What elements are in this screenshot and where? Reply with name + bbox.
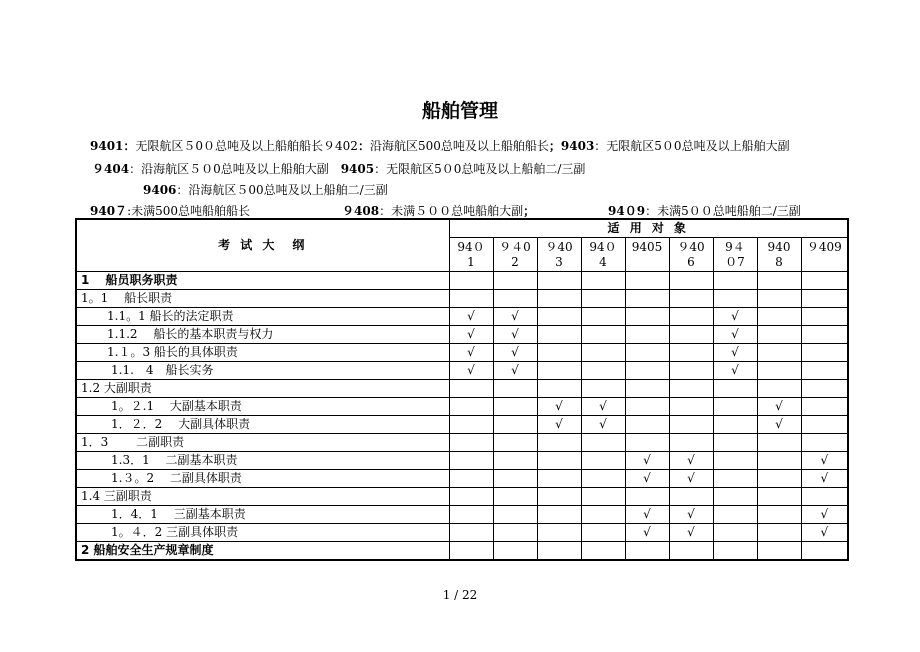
check-mark-icon: √ (643, 507, 651, 521)
column-header-top: ９４0 (499, 239, 531, 254)
applicability-cell (449, 290, 493, 308)
applicability-cell (625, 326, 669, 344)
check-mark-icon: √ (820, 507, 829, 521)
applicability-cell (625, 470, 669, 488)
desc-9401: 无限航区５0０总吨及以上船舶船长９402 (135, 139, 358, 153)
intro-line-2 (92, 160, 585, 177)
check-mark-icon: √ (687, 507, 695, 521)
column-header-top: 940 (767, 239, 791, 254)
check-mark-icon: √ (511, 345, 519, 359)
desc-9408: ：未满５００总吨船舶大副 (379, 204, 524, 218)
applicability-cell (625, 308, 669, 326)
applicability-cell (493, 488, 537, 506)
code-9401: 9401： (90, 139, 136, 153)
applicability-cell (757, 470, 801, 488)
applicability-cell (713, 344, 757, 362)
column-header (449, 238, 493, 272)
applicability-cell (801, 308, 848, 326)
column-header-bottom (626, 255, 669, 270)
applicability-cell (801, 470, 848, 488)
applicability-cell (625, 542, 669, 561)
check-mark-icon: √ (687, 453, 695, 467)
applicability-cell (493, 434, 537, 452)
applicability-cell (581, 308, 625, 326)
applicability-cell (801, 290, 848, 308)
check-mark-icon: √ (643, 471, 651, 485)
column-header-top: 9４ (725, 239, 745, 254)
applicability-cell (581, 488, 625, 506)
applicability-cell (449, 398, 493, 416)
table-row (76, 434, 848, 452)
applicability-cell (757, 416, 801, 434)
applicability-cell (581, 398, 625, 416)
intro-line-1 (90, 137, 790, 154)
applicability-cell (801, 380, 848, 398)
applicability-cell (669, 344, 713, 362)
check-mark-icon: √ (820, 471, 829, 485)
check-mark-icon: √ (467, 345, 475, 359)
applicability-cell (713, 290, 757, 308)
applicability-cell (581, 524, 625, 542)
desc-9405: ：无限航区5０0总吨及以上船舶二/三副 (374, 162, 586, 176)
intro-line-4c (608, 202, 801, 219)
code-9406: 9406 (143, 183, 177, 197)
column-header-bottom: ０7 (725, 254, 745, 269)
document-title: 船舶管理 (421, 100, 498, 122)
table-row (76, 362, 848, 380)
applicability-cell (537, 470, 581, 488)
applicability-cell (537, 344, 581, 362)
applicability-cell (493, 398, 537, 416)
code-9404: ９404 (92, 162, 130, 176)
applicability-cell (757, 542, 801, 561)
check-mark-icon: √ (820, 525, 829, 539)
applicability-cell (713, 434, 757, 452)
intro-line-4a (90, 202, 250, 219)
column-header-bottom: 3 (555, 254, 563, 269)
applicability-cell (537, 416, 581, 434)
applicability-cell (581, 542, 625, 561)
syllabus-item-label: 1.1. 4 船长实务 (76, 362, 449, 380)
check-mark-icon: √ (731, 309, 739, 323)
column-header (669, 238, 713, 272)
table-row (76, 290, 848, 308)
desc-9403: ：无限航区5０0总吨及以上船舶大副 (594, 139, 790, 153)
applicability-cell (493, 380, 537, 398)
code-9409: 94０9 (608, 204, 646, 218)
applicability-cell (801, 488, 848, 506)
applicability-cell (493, 272, 537, 290)
applicability-cell (493, 452, 537, 470)
applicability-cell (757, 452, 801, 470)
applicability-cell (449, 308, 493, 326)
applicability-cell (757, 398, 801, 416)
applicability-cell (537, 326, 581, 344)
applicability-cell (537, 380, 581, 398)
table-row (76, 452, 848, 470)
applicability-cell (713, 380, 757, 398)
applicability-cell (669, 506, 713, 524)
column-header-top: ９40 (677, 239, 705, 254)
applicability-cell (449, 434, 493, 452)
intro-line-4b (342, 202, 535, 219)
applicability-cell (449, 542, 493, 561)
applicability-cell (581, 380, 625, 398)
applicability-cell (757, 524, 801, 542)
applicability-cell (625, 524, 669, 542)
check-mark-icon: √ (511, 363, 519, 377)
table-row (76, 326, 848, 344)
applicability-cell (537, 488, 581, 506)
applicability-cell (669, 272, 713, 290)
applicability-cell (625, 398, 669, 416)
applicability-cell (537, 272, 581, 290)
check-mark-icon: √ (775, 417, 783, 431)
applicability-cell (757, 344, 801, 362)
applicability-cell (493, 524, 537, 542)
applicability-cell (493, 290, 537, 308)
applicability-cell (757, 290, 801, 308)
applicability-cell (625, 488, 669, 506)
applicability-cell (581, 470, 625, 488)
applicability-cell (625, 362, 669, 380)
check-mark-icon: √ (731, 327, 739, 341)
table-row (76, 380, 848, 398)
code-9408: ９408 (342, 204, 380, 218)
applicability-cell (757, 506, 801, 524)
applicability-cell (757, 272, 801, 290)
check-mark-icon: √ (643, 525, 651, 539)
applicability-cell (581, 344, 625, 362)
intro-line-3 (143, 181, 388, 198)
applicability-cell (537, 542, 581, 561)
applicability-cell (449, 326, 493, 344)
column-header-bottom: 4 (599, 254, 607, 269)
table-row (76, 506, 848, 524)
applicability-cell (449, 488, 493, 506)
column-header (713, 238, 757, 272)
code-9405: 9405 (340, 162, 375, 176)
applicability-cell (625, 344, 669, 362)
applicability-cell (669, 524, 713, 542)
column-header (625, 238, 669, 272)
desc-9407: :未满500总吨船舶船长 (127, 204, 251, 218)
table-row (76, 488, 848, 506)
syllabus-table (75, 218, 849, 561)
column-header (581, 238, 625, 272)
syllabus-item-label: 1．3 二副职责 (76, 434, 449, 452)
applicability-cell (757, 488, 801, 506)
applicability-cell (801, 524, 848, 542)
check-mark-icon: √ (731, 363, 739, 377)
applicability-cell (757, 362, 801, 380)
applicability-cell (449, 380, 493, 398)
syllabus-item-label: 1.１。3 船长的具体职责 (76, 344, 449, 362)
applicability-cell (537, 398, 581, 416)
applicability-cell (493, 362, 537, 380)
column-header-bottom: 2 (511, 254, 519, 269)
syllabus-item-label: 1.3．1 二副基本职责 (76, 452, 449, 470)
check-mark-icon: √ (599, 417, 607, 431)
table-row (76, 272, 848, 290)
column-header-bottom: 8 (775, 254, 783, 269)
check-mark-icon: √ (687, 471, 695, 485)
check-mark-icon: √ (555, 417, 563, 431)
applicability-cell (493, 470, 537, 488)
applicability-cell (669, 470, 713, 488)
applicability-cell (801, 434, 848, 452)
check-mark-icon: √ (467, 363, 475, 377)
applicable-header: 适 用 对 象 (449, 219, 848, 238)
applicability-cell (713, 272, 757, 290)
syllabus-header: 考 试 大 纲 (76, 219, 449, 272)
applicability-cell (801, 344, 848, 362)
code-9403: 9403 (560, 139, 595, 153)
applicability-cell (625, 290, 669, 308)
applicability-cell (669, 434, 713, 452)
page-number: 1 / 22 (442, 588, 478, 602)
applicability-cell (625, 452, 669, 470)
applicability-cell (713, 524, 757, 542)
column-header-bottom: 6 (687, 254, 695, 269)
applicability-cell (449, 470, 493, 488)
applicability-cell (537, 506, 581, 524)
applicability-cell (581, 416, 625, 434)
applicability-cell (801, 398, 848, 416)
applicability-cell (537, 434, 581, 452)
applicability-cell (801, 272, 848, 290)
applicability-cell (669, 452, 713, 470)
sep: ； (548, 139, 561, 153)
check-mark-icon: √ (599, 399, 607, 413)
applicability-cell (537, 308, 581, 326)
table-row (76, 344, 848, 362)
sep: ； (523, 204, 536, 218)
table-row (76, 524, 848, 542)
check-mark-icon: √ (467, 327, 475, 341)
applicability-cell (713, 362, 757, 380)
code-9407: 940７ (90, 204, 128, 218)
table-row (76, 470, 848, 488)
desc-9409: ：未满5００总吨船舶二/三副 (645, 204, 801, 218)
desc-9402: 沿海航区500总吨及以上船舶船长 (369, 139, 549, 153)
applicability-cell (625, 434, 669, 452)
applicability-cell (537, 290, 581, 308)
column-header-top: 94０ (457, 239, 485, 254)
applicability-cell (449, 524, 493, 542)
applicability-cell (581, 362, 625, 380)
column-header-top: 94０ (589, 239, 617, 254)
applicability-cell (449, 416, 493, 434)
applicability-cell (713, 506, 757, 524)
syllabus-item-label: 1.３。2 二副具体职责 (76, 470, 449, 488)
column-header-bottom: 1 (467, 254, 475, 269)
table-row (76, 398, 848, 416)
applicability-cell (581, 272, 625, 290)
applicability-cell (757, 326, 801, 344)
applicability-cell (669, 326, 713, 344)
applicability-cell (581, 290, 625, 308)
applicability-cell (669, 416, 713, 434)
applicability-cell (581, 506, 625, 524)
applicability-cell (669, 308, 713, 326)
column-header-bottom (802, 255, 848, 270)
syllabus-item-label: 1。４．2 三副具体职责 (76, 524, 449, 542)
applicability-cell (713, 416, 757, 434)
syllabus-item-label: 1.1.2 船长的基本职责与权力 (76, 326, 449, 344)
applicability-cell (801, 506, 848, 524)
syllabus-item-label: 2 船舶安全生产规章制度 (76, 542, 449, 561)
applicability-cell (669, 380, 713, 398)
check-mark-icon: √ (643, 453, 651, 467)
column-header-top: ９409 (806, 239, 842, 254)
applicability-cell (581, 452, 625, 470)
applicability-cell (449, 272, 493, 290)
applicability-cell (581, 326, 625, 344)
applicability-cell (669, 398, 713, 416)
applicability-cell (537, 362, 581, 380)
applicability-cell (669, 542, 713, 561)
applicability-cell (713, 488, 757, 506)
desc-9406: ：沿海航区５00总吨及以上船舶二/三副 (176, 183, 388, 197)
applicability-cell (449, 452, 493, 470)
syllabus-item-label: 1．２．2 大副具体职责 (76, 416, 449, 434)
syllabus-item-label: 1 船员职务职责 (76, 272, 449, 290)
applicability-cell (801, 362, 848, 380)
applicability-cell (537, 524, 581, 542)
syllabus-item-label: 1。２.1 大副基本职责 (76, 398, 449, 416)
applicability-cell (757, 434, 801, 452)
applicability-cell (801, 416, 848, 434)
column-header (537, 238, 581, 272)
column-header (757, 238, 801, 272)
applicability-cell (757, 308, 801, 326)
check-mark-icon: √ (775, 399, 783, 413)
syllabus-item-label: 1．4．1 三副基本职责 (76, 506, 449, 524)
column-header-top: 9405 (631, 239, 663, 254)
applicability-cell (493, 344, 537, 362)
applicability-cell (669, 362, 713, 380)
applicability-cell (449, 344, 493, 362)
applicability-cell (493, 416, 537, 434)
sep: ： (357, 139, 370, 153)
table-row (76, 542, 848, 561)
applicability-cell (493, 506, 537, 524)
applicability-cell (713, 542, 757, 561)
applicability-cell (713, 452, 757, 470)
applicability-cell (801, 452, 848, 470)
check-mark-icon: √ (555, 399, 563, 413)
check-mark-icon: √ (820, 453, 829, 467)
syllabus-item-label: 1。1 船长职责 (76, 290, 449, 308)
table-row (76, 416, 848, 434)
applicability-cell (757, 380, 801, 398)
check-mark-icon: √ (511, 327, 519, 341)
syllabus-item-label: 1.1。1 船长的法定职责 (76, 308, 449, 326)
check-mark-icon: √ (467, 309, 475, 323)
column-header (801, 238, 848, 272)
applicability-cell (713, 470, 757, 488)
applicability-cell (537, 452, 581, 470)
applicability-cell (625, 380, 669, 398)
check-mark-icon: √ (687, 525, 695, 539)
applicability-cell (669, 488, 713, 506)
applicability-cell (493, 308, 537, 326)
column-header-top: ９40 (545, 239, 573, 254)
applicability-cell (493, 542, 537, 561)
applicability-cell (669, 290, 713, 308)
check-mark-icon: √ (511, 309, 519, 323)
applicability-cell (581, 434, 625, 452)
check-mark-icon: √ (731, 345, 739, 359)
desc-9404: ：沿海航区５０0总吨及以上船舶大副 (129, 162, 341, 176)
applicability-cell (449, 506, 493, 524)
applicability-cell (493, 326, 537, 344)
syllabus-item-label: 1.2 大副职责 (76, 380, 449, 398)
applicability-cell (625, 416, 669, 434)
applicability-cell (625, 506, 669, 524)
table-row (76, 308, 848, 326)
applicability-cell (801, 542, 848, 561)
column-header (493, 238, 537, 272)
applicability-cell (449, 362, 493, 380)
applicability-cell (801, 326, 848, 344)
applicability-cell (713, 326, 757, 344)
syllabus-item-label: 1.4 三副职责 (76, 488, 449, 506)
applicability-cell (713, 308, 757, 326)
applicability-cell (625, 272, 669, 290)
applicability-cell (713, 398, 757, 416)
